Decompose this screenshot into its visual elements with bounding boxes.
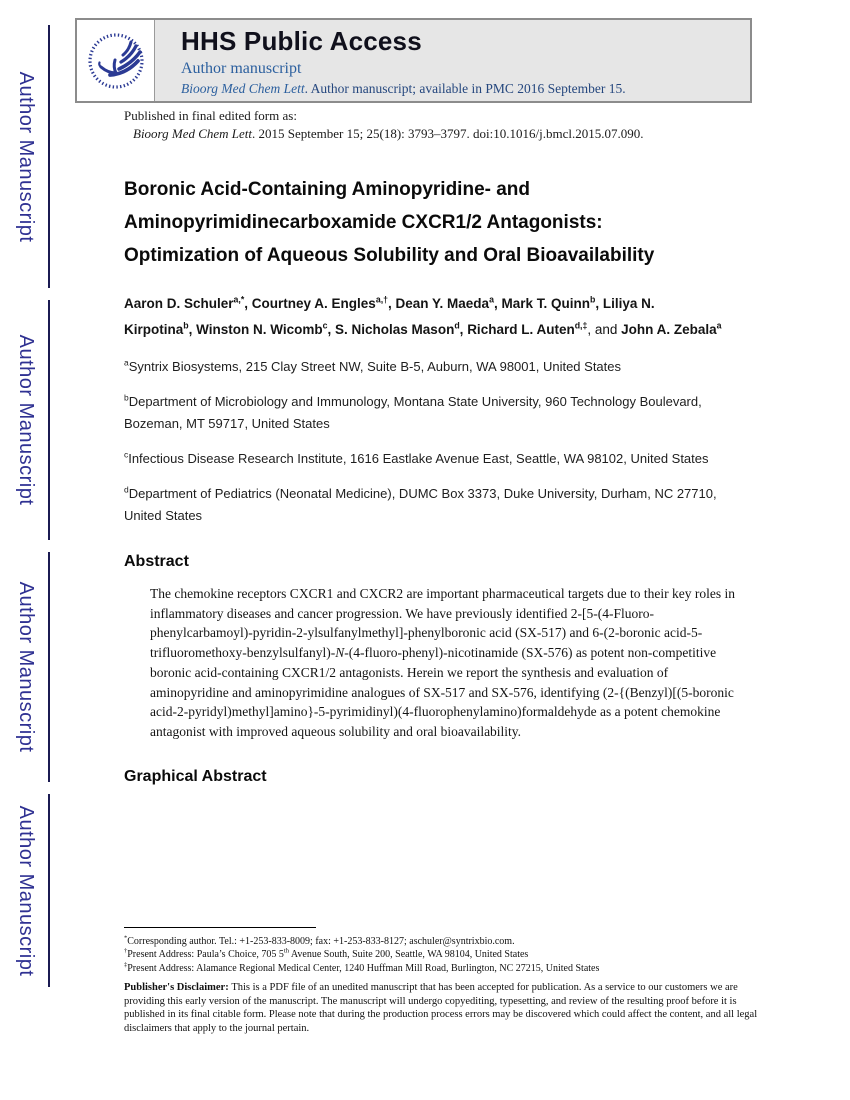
author-manuscript-watermark: Author Manuscript [15,71,37,242]
article-body [124,108,758,1035]
sidebar-rule [48,552,50,782]
graphical-abstract-heading: Graphical Abstract [124,767,267,785]
footnote-corresponding-author: *Corresponding author. Tel.: +1-253-833-8009; fax: +1-253-833-8127; aschuler@syntrixbio.com. [124,934,515,947]
sidebar-segment [0,300,50,540]
article-title-line: Boronic Acid-Containing Aminopyridine- and [124,179,531,200]
citation-details: . 2015 September 15; 25(18): 3793–3797. doi:10.1016/j.bmcl.2015.07.090. [252,126,644,141]
published-line: Published in final edited form as: [124,108,297,123]
author-manuscript-watermark: Author Manuscript [15,334,37,506]
header-text [155,20,626,101]
article-title-line: Optimization of Aqueous Solubility and Oral Bioavailability [124,245,655,266]
sidebar-rule [48,25,50,288]
author-manuscript-watermark: Author Manuscript [15,805,37,976]
abstract-heading: Abstract [124,553,189,570]
publisher-disclaimer: Publisher's Disclaimer: This is a PDF file of an unedited manuscript that has been accepted for publication. As a service to our customers we are providing this early version of the manuscript. The manuscript will undergo copyediting, typesetting, and review of the resulting proof before it is published in its final citable form. Please note that during the production process errors may be discovered which could affect the content, and all legal disclaimers that apply to the journal pertain. [124,982,758,1034]
header-title: HHS Public Access [181,26,422,56]
footnote-present-address-2: ‡Present Address: Alamance Regional Medical Center, 1240 Huffman Mill Road, Burlington, NC 27215, United States [124,961,600,974]
affiliation-a: $^a$Syntrix Biosystems, 215 Clay Street NW, Suite B-5, Auburn, WA 98001, United States [124,357,622,374]
sidebar-segment [0,794,50,987]
sidebar-segment [0,25,50,288]
author-manuscript-watermark: Author Manuscript [15,581,37,753]
pmc-header-banner [75,18,752,103]
graphical-abstract-placeholder [124,786,754,917]
sidebar-rule [48,300,50,540]
availability-text: . Author manuscript; available in PMC 2016 September 15. [304,81,626,96]
header-availability [181,81,626,97]
article-title [124,173,754,272]
journal-name: Bioorg Med Chem Lett [181,81,305,96]
affiliation-c: $^c$Infectious Disease Research Institute, 1616 Eastlake Avenue East, Seattle, WA 98102, United States [124,449,709,466]
footnote-present-address-1: †Present Address: Paula’s Choice, 705 5th Avenue South, Suite 200, Seattle, WA 98104, United States [124,947,529,961]
sidebar-rule [48,794,50,987]
affiliation-d: $^d$Department of Pediatrics (Neonatal Medicine), DUMC Box 3373, Duke University, Durham, NC 27710, United States [124,484,717,523]
header-subtitle: Author manuscript [181,60,302,77]
citation-line [124,126,754,142]
author-list: Aaron D. Schuler$^{a,*}$, Courtney A. Engles$^{a,\dagger}$, Dean Y. Maeda$^a$, Mark T. Quinn$^b$, Liliya N. Kirpotina$^b$, Winston N. Wicomb$^c$, S. Nicholas Mason$^d$, Richard L. Auten$^{d,\ddagger}$, and John A. Zebala$^a$ [124,294,722,337]
sidebar-segment [0,552,50,782]
hhs-seal-icon [85,29,147,93]
hhs-logo [77,20,155,101]
journal-name: Bioorg Med Chem Lett [133,126,253,141]
footnote-rule [124,927,316,928]
affiliation-b: $^b$Department of Microbiology and Immunology, Montana State University, 960 Technology Boulevard, Bozeman, MT 59717, United States [124,392,702,431]
abstract-text: The chemokine receptors CXCR1 and CXCR2 are important pharmaceutical targets due to their key roles in inflammatory diseases and cancer progression. We have previously identified 2-[5-(4-Fluoro-phenylcarbamoyl)-pyridin-2-ylsulfanylmethyl]-phenylboronic acid (SX-517) and 6-(2-boronic acid-5-trifluoromethoxy-benzylsulfanyl)-N-(4-fluoro-phenyl)-nicotinamide (SX-576) as potent non-competitive boronic acid-containing CXCR1/2 antagonists. Herein we report the synthesis and evaluation of aminopyridine and aminopyrimidine analogues of SX-517 and SX-576, identifying (2-{(Benzyl)[(5-boronic acid-2-pyridyl)methyl]amino}-5-pyrimidinyl)(4-fluorophenylamino)formaldehyde as a potent chemokine antagonist with improved aqueous solubility and oral bioavailability. [150,586,735,739]
footnotes [124,935,768,1036]
article-title-line: Aminopyrimidinecarboxamide CXCR1/2 Antagonists: [124,212,603,233]
